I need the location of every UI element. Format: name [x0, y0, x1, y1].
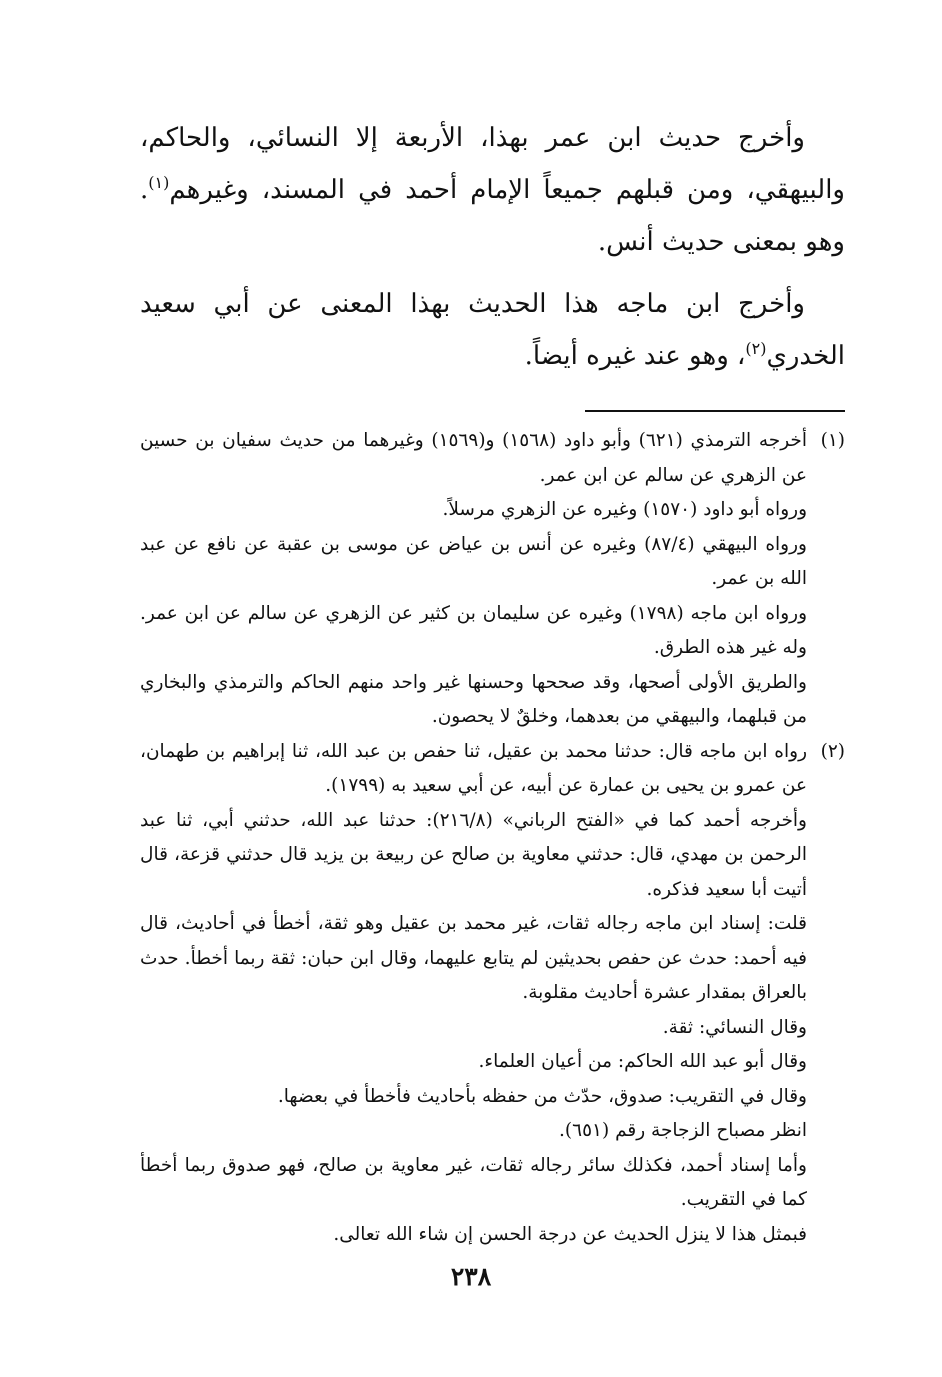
footnote-reference: (١) — [148, 173, 170, 192]
footnote-line: وأما إسناد أحمد، فكذلك سائر رجاله ثقات، غير معاوية بن صالح، فهو صدوق ربما أخطأ كما في التقريب. — [140, 1154, 807, 1210]
footnote-1 — [140, 424, 845, 735]
footnote-number: (١) — [820, 430, 845, 451]
footnote-number: (٢) — [820, 740, 845, 762]
footnote-line: ورواه البيهقي (٨٧/٤) وغيره عن أنس بن عياض عن موسى بن عقبة عن نافع عن عبد الله بن عمر. — [140, 533, 807, 589]
page-number: ٢٣٨ — [450, 1262, 492, 1291]
footnote-line: انظر مصباح الزجاجة رقم (٦٥١). — [559, 1120, 807, 1141]
footnote-line: والطريق الأولى أصحها، وقد صححها وحسنها غير واحد منهم الحاكم والترمذي والبخاري من قبلهما، والبيهقي من بعدهما، وخلقٌ لا يحصون. — [140, 671, 807, 727]
paragraph-text: ، وهو عند غيره أيضاً. — [524, 341, 746, 371]
footnote-line: ورواه ابن ماجه (١٧٩٨) وغيره عن سليمان بن كثير عن الزهري عن سالم عن ابن عمر. وله غير هذه الطرق. — [140, 602, 808, 658]
footnote-line: وأخرجه أحمد كما في «الفتح الرباني» (٢١٦/٨): حدثنا عبد الله، حدثني أبي، ثنا عبد الرحمن بن مهدي، قال: حدثني معاوية بن صالح عن ربيعة بن يزيد قال حدثني قزعة، قال أتيت أبا سعيد فذكره. — [140, 809, 807, 900]
footnote-reference: (٢) — [745, 339, 767, 358]
page-content — [140, 112, 845, 1252]
footnote-line: قلت: إسناد ابن ماجه رجاله ثقات، غير محمد بن عقيل وهو ثقة، أخطأ في أحاديث، قال فيه أحمد: حدث عن حفص بحديثين لم يتابع عليهما، وقال ابن حبان: ثقة ربما أخطأ. حدث بالعراق بمقدار عشرة أحاديث مقلوبة. — [140, 913, 807, 1003]
footnotes — [140, 424, 845, 1252]
footnote-2 — [140, 735, 845, 1253]
footnote-line: ورواه أبو داود (١٥٧٠) وغيره عن الزهري مرسلاً. — [442, 499, 807, 520]
main-text — [140, 112, 845, 382]
footnote-line: أخرجه الترمذي (٦٢١) وأبو داود (١٥٦٨) و(١٥٦٩) وغيرهما من حديث سفيان بن حسين عن الزهري عن سالم عن ابن عمر. — [140, 430, 807, 486]
footnote-line: رواه ابن ماجه قال: حدثنا محمد بن عقيل، ثنا حفص بن عبد الله، ثنا إبراهيم بن طهمان، عن عمرو بن يحيى بن عمارة عن أبيه، عن أبي سعيد به (١٧٩٩). — [140, 740, 807, 796]
paragraph-text: . وهو بمعنى حديث أنس. — [140, 175, 845, 257]
footnote-line: وقال في التقريب: صدوق، حدّث من حفظه بأحاديث فأخطأ في بعضها. — [277, 1085, 807, 1107]
footnote-line: وقال أبو عبد الله الحاكم: من أعيان العلماء. — [478, 1051, 807, 1072]
main-paragraph — [140, 278, 845, 382]
footnote-separator — [585, 410, 845, 412]
footnote-line: وقال النسائي: ثقة. — [662, 1016, 807, 1038]
footnote-line: فبمثل هذا لا ينزل الحديث عن درجة الحسن إن شاء الله تعالى. — [333, 1223, 807, 1245]
main-paragraph — [140, 112, 845, 268]
paragraph-text: وأخرج ابن ماجه هذا الحديث بهذا المعنى عن أبي سعيد الخدري — [140, 289, 845, 371]
paragraph-text: وأخرج حديث ابن عمر بهذا، الأربعة إلا النسائي، والحاكم، والبيهقي، ومن قبلهم جميعاً الإمام أحمد في المسند، وغيرهم — [140, 123, 845, 205]
